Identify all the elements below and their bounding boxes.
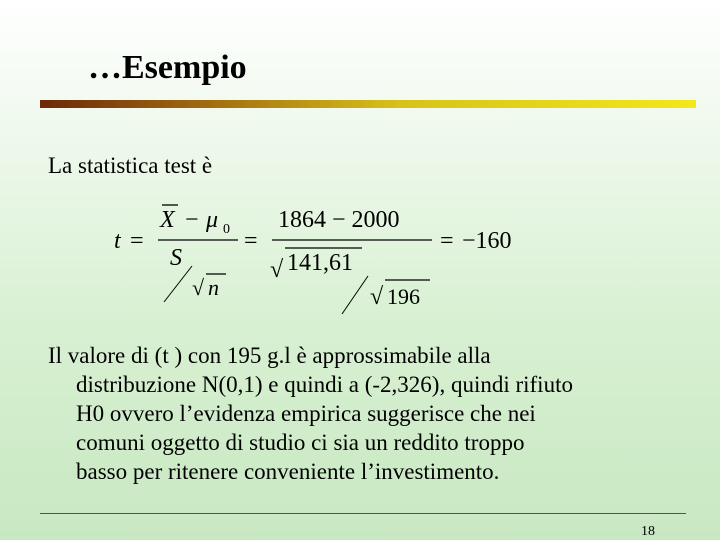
footer-divider: [40, 513, 686, 514]
formula-eq-1: =: [130, 228, 144, 254]
formula-s: S: [170, 245, 182, 271]
formula-mu: μ: [206, 207, 219, 233]
test-statistic-formula: [100, 192, 540, 322]
formula-eq-2: =: [244, 228, 258, 254]
paragraph-line: H0 ovvero l’evidenza empirica suggerisce che nei: [76, 401, 536, 426]
formula-numerator: 1864 − 2000: [278, 207, 400, 233]
paragraph-line: comuni oggetto di studio ci sia un reddito troppo: [76, 430, 525, 455]
slash-2: [342, 276, 368, 314]
formula-sqrt-2: √: [270, 257, 284, 283]
page-number: 18: [641, 524, 655, 539]
formula-denominator-2: 196: [387, 284, 420, 309]
paragraph-line: Il valore di (t ) con 195 g.l è approssimabile alla: [48, 343, 491, 368]
formula-n: n: [208, 275, 219, 300]
formula-sqrt-1: √: [192, 275, 205, 300]
formula-sqrt-3: √: [370, 284, 384, 310]
slash-1: [164, 266, 192, 302]
conclusion-paragraph: [48, 341, 698, 486]
formula-eq-3: =: [440, 228, 454, 254]
formula-xbar: X: [160, 207, 175, 233]
formula-mu-subscript: 0: [223, 222, 230, 237]
formula-denominator: 141,61: [287, 250, 353, 276]
title-underline-bar: [40, 100, 696, 108]
slide-title: …Esempio: [88, 49, 247, 86]
intro-text: La statistica test è: [48, 153, 213, 178]
paragraph-line: basso per ritenere conveniente l’investimento.: [76, 459, 500, 484]
formula-result: −160: [462, 228, 512, 254]
paragraph-line: distribuzione N(0,1) e quindi a (-2,326), quindi rifiuto: [76, 372, 573, 397]
formula-t: t: [114, 228, 121, 254]
formula-minus: −: [185, 207, 199, 233]
